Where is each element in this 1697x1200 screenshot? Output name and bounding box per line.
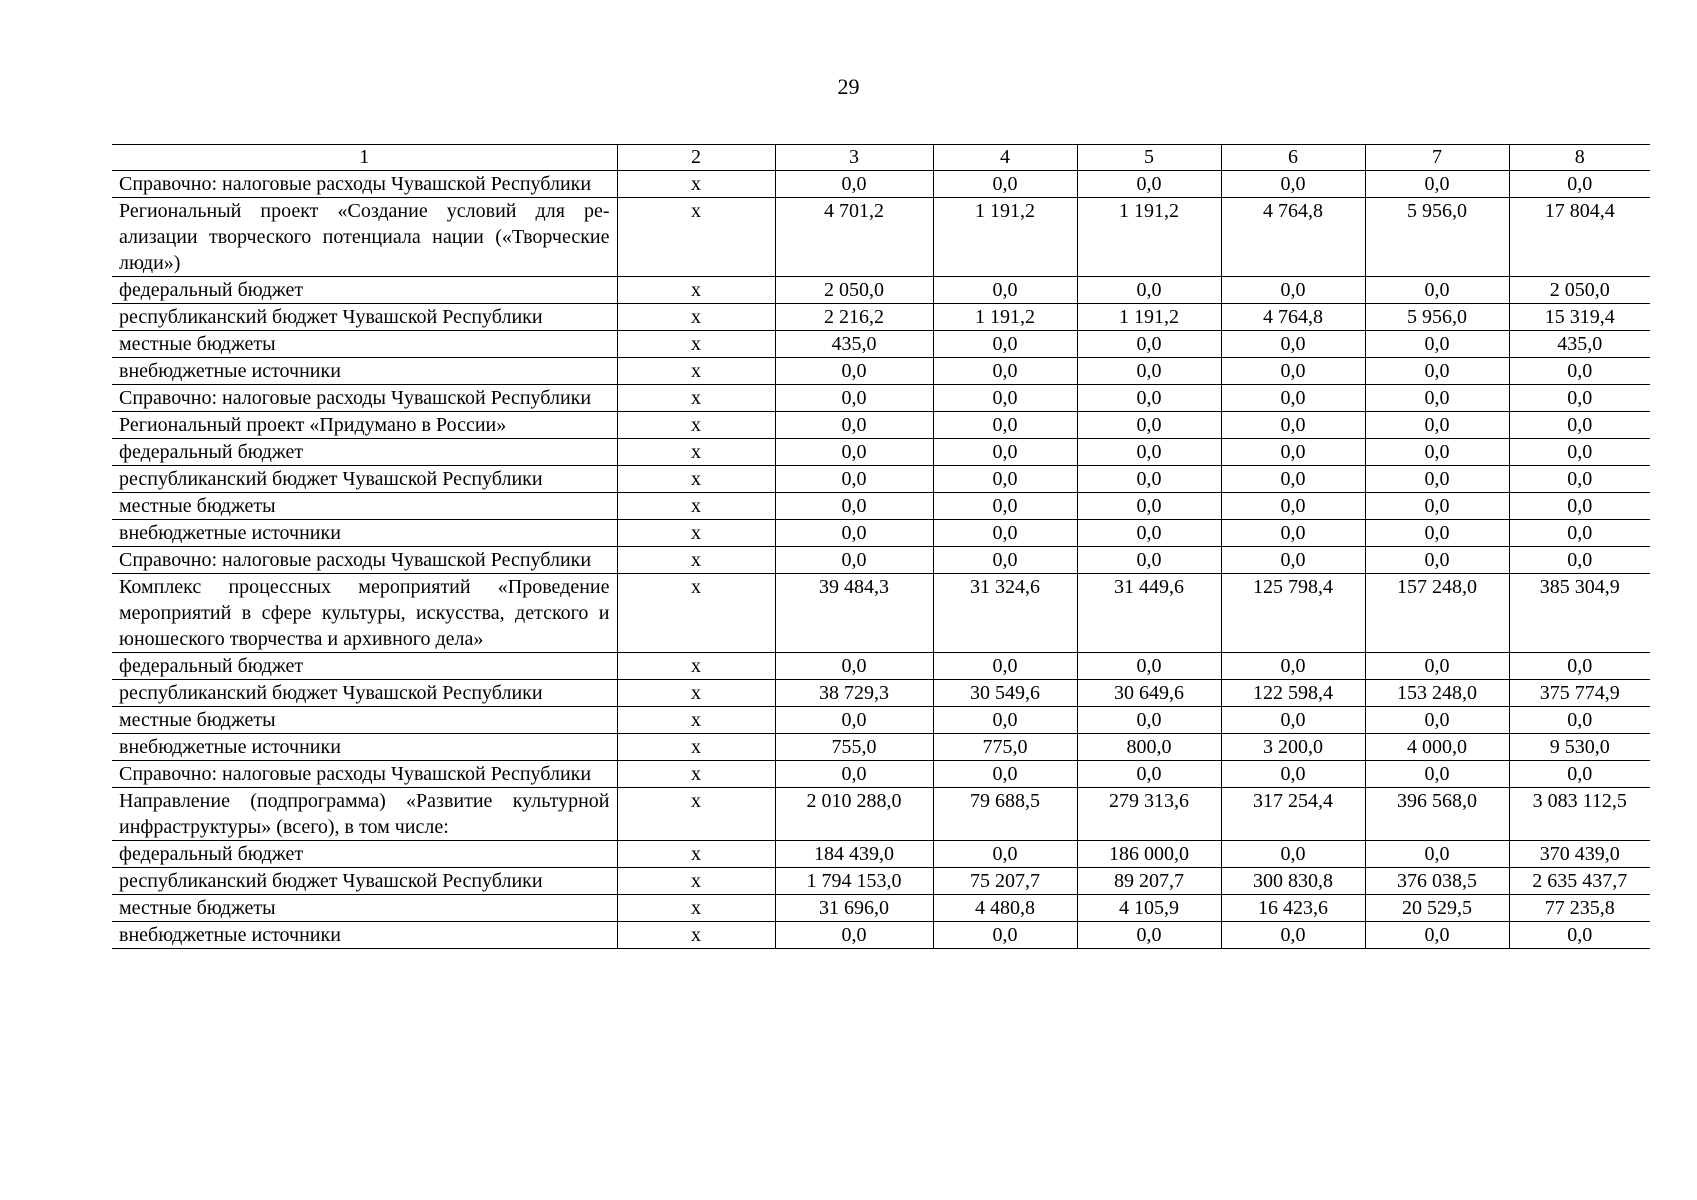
value-cell: 125 798,4	[1221, 574, 1365, 653]
column-header-2: 2	[617, 145, 775, 171]
value-cell: 0,0	[1077, 466, 1221, 493]
value-cell: 38 729,3	[775, 680, 933, 707]
value-cell: 0,0	[1077, 653, 1221, 680]
value-cell: 89 207,7	[1077, 868, 1221, 895]
row-label-cell: Справочно: налоговые расходы Чувашской Республики	[112, 171, 617, 198]
value-cell: x	[617, 358, 775, 385]
value-cell: 300 830,8	[1221, 868, 1365, 895]
value-cell: 30 549,6	[933, 680, 1077, 707]
value-cell: 0,0	[933, 547, 1077, 574]
table-row	[112, 574, 1650, 653]
row-label-cell: республиканский бюджет Чувашской Республики	[112, 868, 617, 895]
value-cell: 0,0	[1077, 331, 1221, 358]
value-cell: 30 649,6	[1077, 680, 1221, 707]
value-cell: 16 423,6	[1221, 895, 1365, 922]
value-cell: 0,0	[1365, 841, 1509, 868]
value-cell: x	[617, 868, 775, 895]
value-cell: 0,0	[1221, 385, 1365, 412]
value-cell: 4 105,9	[1077, 895, 1221, 922]
value-cell: 0,0	[1509, 653, 1650, 680]
value-cell: 435,0	[775, 331, 933, 358]
value-cell: 0,0	[933, 922, 1077, 949]
value-cell: 75 207,7	[933, 868, 1077, 895]
value-cell: 0,0	[1077, 547, 1221, 574]
table-row	[112, 653, 1650, 680]
value-cell: 0,0	[1365, 171, 1509, 198]
value-cell: 0,0	[933, 707, 1077, 734]
value-cell: x	[617, 493, 775, 520]
value-cell: 4 000,0	[1365, 734, 1509, 761]
table-row	[112, 198, 1650, 277]
value-cell: 0,0	[1365, 520, 1509, 547]
value-cell: 800,0	[1077, 734, 1221, 761]
table-row	[112, 895, 1650, 922]
value-cell: 279 313,6	[1077, 788, 1221, 841]
value-cell: 0,0	[1221, 922, 1365, 949]
table-row	[112, 922, 1650, 949]
value-cell: 79 688,5	[933, 788, 1077, 841]
value-cell: 0,0	[1221, 358, 1365, 385]
value-cell: 0,0	[933, 466, 1077, 493]
column-header-6: 6	[1221, 145, 1365, 171]
value-cell: x	[617, 653, 775, 680]
table-row	[112, 520, 1650, 547]
value-cell: 775,0	[933, 734, 1077, 761]
row-label-cell: Направление (подпрограмма) «Развитие культурной инфраструктуры» (всего), в том числе:	[112, 788, 617, 841]
row-label-cell: Справочно: налоговые расходы Чувашской Республики	[112, 385, 617, 412]
table-row	[112, 707, 1650, 734]
value-cell: x	[617, 466, 775, 493]
value-cell: 0,0	[1221, 653, 1365, 680]
value-cell: 375 774,9	[1509, 680, 1650, 707]
value-cell: 5 956,0	[1365, 304, 1509, 331]
table-header-row	[112, 145, 1650, 171]
value-cell: 1 794 153,0	[775, 868, 933, 895]
value-cell: 0,0	[1509, 358, 1650, 385]
value-cell: 0,0	[1365, 922, 1509, 949]
value-cell: 4 764,8	[1221, 198, 1365, 277]
value-cell: 0,0	[1221, 547, 1365, 574]
value-cell: 0,0	[1221, 466, 1365, 493]
value-cell: 0,0	[1509, 922, 1650, 949]
value-cell: 385 304,9	[1509, 574, 1650, 653]
row-label-cell: республиканский бюджет Чувашской Республики	[112, 466, 617, 493]
value-cell: 0,0	[775, 922, 933, 949]
value-cell: 17 804,4	[1509, 198, 1650, 277]
table-row	[112, 761, 1650, 788]
value-cell: 2 635 437,7	[1509, 868, 1650, 895]
value-cell: 0,0	[1077, 761, 1221, 788]
value-cell: 1 191,2	[1077, 198, 1221, 277]
value-cell: 2 050,0	[775, 277, 933, 304]
value-cell: 4 701,2	[775, 198, 933, 277]
value-cell: 0,0	[775, 707, 933, 734]
value-cell: 0,0	[1365, 412, 1509, 439]
value-cell: x	[617, 439, 775, 466]
value-cell: 0,0	[1509, 466, 1650, 493]
row-label-cell: внебюджетные источники	[112, 922, 617, 949]
row-label-cell: местные бюджеты	[112, 895, 617, 922]
column-header-3: 3	[775, 145, 933, 171]
value-cell: 0,0	[1365, 385, 1509, 412]
column-header-8: 8	[1509, 145, 1650, 171]
value-cell: x	[617, 707, 775, 734]
value-cell: x	[617, 680, 775, 707]
table-row	[112, 439, 1650, 466]
value-cell: 0,0	[933, 761, 1077, 788]
value-cell: 0,0	[933, 493, 1077, 520]
row-label-cell: внебюджетные источники	[112, 520, 617, 547]
value-cell: 0,0	[1077, 412, 1221, 439]
value-cell: x	[617, 171, 775, 198]
value-cell: 0,0	[1509, 707, 1650, 734]
table-row	[112, 466, 1650, 493]
row-label-cell: Региональный проект «Придумано в России»	[112, 412, 617, 439]
value-cell: 0,0	[1077, 358, 1221, 385]
value-cell: 0,0	[775, 358, 933, 385]
value-cell: 0,0	[1077, 277, 1221, 304]
value-cell: 0,0	[933, 653, 1077, 680]
table-row	[112, 493, 1650, 520]
value-cell: 0,0	[933, 358, 1077, 385]
value-cell: 186 000,0	[1077, 841, 1221, 868]
table-row	[112, 331, 1650, 358]
value-cell: 0,0	[1077, 520, 1221, 547]
value-cell: 31 449,6	[1077, 574, 1221, 653]
value-cell: 0,0	[1077, 922, 1221, 949]
row-label-cell: местные бюджеты	[112, 331, 617, 358]
column-header-7: 7	[1365, 145, 1509, 171]
value-cell: 31 696,0	[775, 895, 933, 922]
value-cell: 0,0	[1221, 841, 1365, 868]
value-cell: x	[617, 761, 775, 788]
value-cell: 0,0	[775, 653, 933, 680]
value-cell: 153 248,0	[1365, 680, 1509, 707]
value-cell: 0,0	[933, 171, 1077, 198]
value-cell: 0,0	[775, 520, 933, 547]
value-cell: 0,0	[1221, 761, 1365, 788]
value-cell: 0,0	[775, 761, 933, 788]
table-row	[112, 841, 1650, 868]
value-cell: 0,0	[1509, 761, 1650, 788]
table-row	[112, 277, 1650, 304]
column-header-1: 1	[112, 145, 617, 171]
value-cell: 0,0	[1509, 412, 1650, 439]
column-header-5: 5	[1077, 145, 1221, 171]
row-label-cell: федеральный бюджет	[112, 653, 617, 680]
value-cell: x	[617, 331, 775, 358]
value-cell: 15 319,4	[1509, 304, 1650, 331]
value-cell: x	[617, 198, 775, 277]
value-cell: x	[617, 385, 775, 412]
value-cell: 184 439,0	[775, 841, 933, 868]
value-cell: 0,0	[775, 547, 933, 574]
value-cell: 0,0	[1077, 707, 1221, 734]
column-header-4: 4	[933, 145, 1077, 171]
value-cell: 755,0	[775, 734, 933, 761]
value-cell: 435,0	[1509, 331, 1650, 358]
value-cell: x	[617, 788, 775, 841]
value-cell: x	[617, 412, 775, 439]
value-cell: 9 530,0	[1509, 734, 1650, 761]
value-cell: 0,0	[1365, 653, 1509, 680]
table-row	[112, 412, 1650, 439]
value-cell: x	[617, 520, 775, 547]
value-cell: x	[617, 304, 775, 331]
value-cell: 39 484,3	[775, 574, 933, 653]
value-cell: 0,0	[1077, 493, 1221, 520]
value-cell: x	[617, 734, 775, 761]
value-cell: 0,0	[775, 412, 933, 439]
value-cell: 0,0	[1509, 439, 1650, 466]
value-cell: 0,0	[775, 385, 933, 412]
value-cell: 2 216,2	[775, 304, 933, 331]
row-label-cell: Справочно: налоговые расходы Чувашской Республики	[112, 761, 617, 788]
value-cell: 0,0	[1365, 331, 1509, 358]
value-cell: 0,0	[933, 520, 1077, 547]
row-label-cell: федеральный бюджет	[112, 277, 617, 304]
value-cell: 0,0	[1077, 171, 1221, 198]
table-row	[112, 304, 1650, 331]
value-cell: 0,0	[1509, 385, 1650, 412]
value-cell: 0,0	[933, 385, 1077, 412]
value-cell: 3 200,0	[1221, 734, 1365, 761]
value-cell: 0,0	[1221, 439, 1365, 466]
row-label-cell: республиканский бюджет Чувашской Республики	[112, 304, 617, 331]
value-cell: 0,0	[933, 841, 1077, 868]
value-cell: 157 248,0	[1365, 574, 1509, 653]
value-cell: 0,0	[1221, 331, 1365, 358]
value-cell: 0,0	[1221, 171, 1365, 198]
value-cell: 396 568,0	[1365, 788, 1509, 841]
value-cell: 0,0	[933, 412, 1077, 439]
value-cell: 0,0	[1365, 439, 1509, 466]
value-cell: 4 764,8	[1221, 304, 1365, 331]
table-row	[112, 868, 1650, 895]
value-cell: 0,0	[1365, 547, 1509, 574]
value-cell: x	[617, 574, 775, 653]
value-cell: 0,0	[1365, 493, 1509, 520]
value-cell: 1 191,2	[933, 304, 1077, 331]
value-cell: 0,0	[1221, 277, 1365, 304]
value-cell: 0,0	[1077, 385, 1221, 412]
value-cell: 0,0	[933, 331, 1077, 358]
table-row	[112, 171, 1650, 198]
value-cell: 0,0	[775, 171, 933, 198]
value-cell: 376 038,5	[1365, 868, 1509, 895]
value-cell: 0,0	[1221, 412, 1365, 439]
row-label-cell: Региональный проект «Создание условий для реализации творческого потенциала нации («Творческие люди»)	[112, 198, 617, 277]
table-row	[112, 788, 1650, 841]
value-cell: 4 480,8	[933, 895, 1077, 922]
table-row	[112, 385, 1650, 412]
value-cell: 370 439,0	[1509, 841, 1650, 868]
value-cell: 0,0	[775, 493, 933, 520]
table-row	[112, 358, 1650, 385]
row-label-cell: местные бюджеты	[112, 493, 617, 520]
table-row	[112, 734, 1650, 761]
value-cell: 3 083 112,5	[1509, 788, 1650, 841]
table-row	[112, 547, 1650, 574]
value-cell: x	[617, 895, 775, 922]
value-cell: 0,0	[933, 277, 1077, 304]
value-cell: 0,0	[1221, 520, 1365, 547]
value-cell: 1 191,2	[933, 198, 1077, 277]
value-cell: 0,0	[1509, 520, 1650, 547]
value-cell: 0,0	[775, 466, 933, 493]
value-cell: 0,0	[775, 439, 933, 466]
value-cell: 0,0	[1221, 493, 1365, 520]
value-cell: 122 598,4	[1221, 680, 1365, 707]
table-body	[112, 171, 1650, 949]
table-row	[112, 680, 1650, 707]
value-cell: 317 254,4	[1221, 788, 1365, 841]
value-cell: 0,0	[1509, 171, 1650, 198]
row-label-cell: местные бюджеты	[112, 707, 617, 734]
row-label-cell: республиканский бюджет Чувашской Республики	[112, 680, 617, 707]
value-cell: 0,0	[1221, 707, 1365, 734]
value-cell: 2 050,0	[1509, 277, 1650, 304]
value-cell: 20 529,5	[1365, 895, 1509, 922]
value-cell: 0,0	[1077, 439, 1221, 466]
row-label-cell: федеральный бюджет	[112, 841, 617, 868]
row-label-cell: федеральный бюджет	[112, 439, 617, 466]
value-cell: 31 324,6	[933, 574, 1077, 653]
budget-table	[112, 144, 1650, 949]
value-cell: 77 235,8	[1509, 895, 1650, 922]
value-cell: x	[617, 547, 775, 574]
row-label-cell: Комплекс процессных мероприятий «Проведение мероприятий в сфере культуры, искусства, детского и юношеского творчества и архивного дела»	[112, 574, 617, 653]
value-cell: 0,0	[1365, 358, 1509, 385]
row-label-cell: внебюджетные источники	[112, 358, 617, 385]
value-cell: x	[617, 922, 775, 949]
row-label-cell: Справочно: налоговые расходы Чувашской Республики	[112, 547, 617, 574]
page-number: 29	[837, 74, 860, 99]
value-cell: 0,0	[1365, 761, 1509, 788]
value-cell: 0,0	[1365, 707, 1509, 734]
row-label-cell: внебюджетные источники	[112, 734, 617, 761]
value-cell: x	[617, 841, 775, 868]
value-cell: 0,0	[933, 439, 1077, 466]
value-cell: 2 010 288,0	[775, 788, 933, 841]
value-cell: 5 956,0	[1365, 198, 1509, 277]
value-cell: 0,0	[1365, 466, 1509, 493]
value-cell: x	[617, 277, 775, 304]
value-cell: 0,0	[1365, 277, 1509, 304]
value-cell: 1 191,2	[1077, 304, 1221, 331]
value-cell: 0,0	[1509, 493, 1650, 520]
value-cell: 0,0	[1509, 547, 1650, 574]
